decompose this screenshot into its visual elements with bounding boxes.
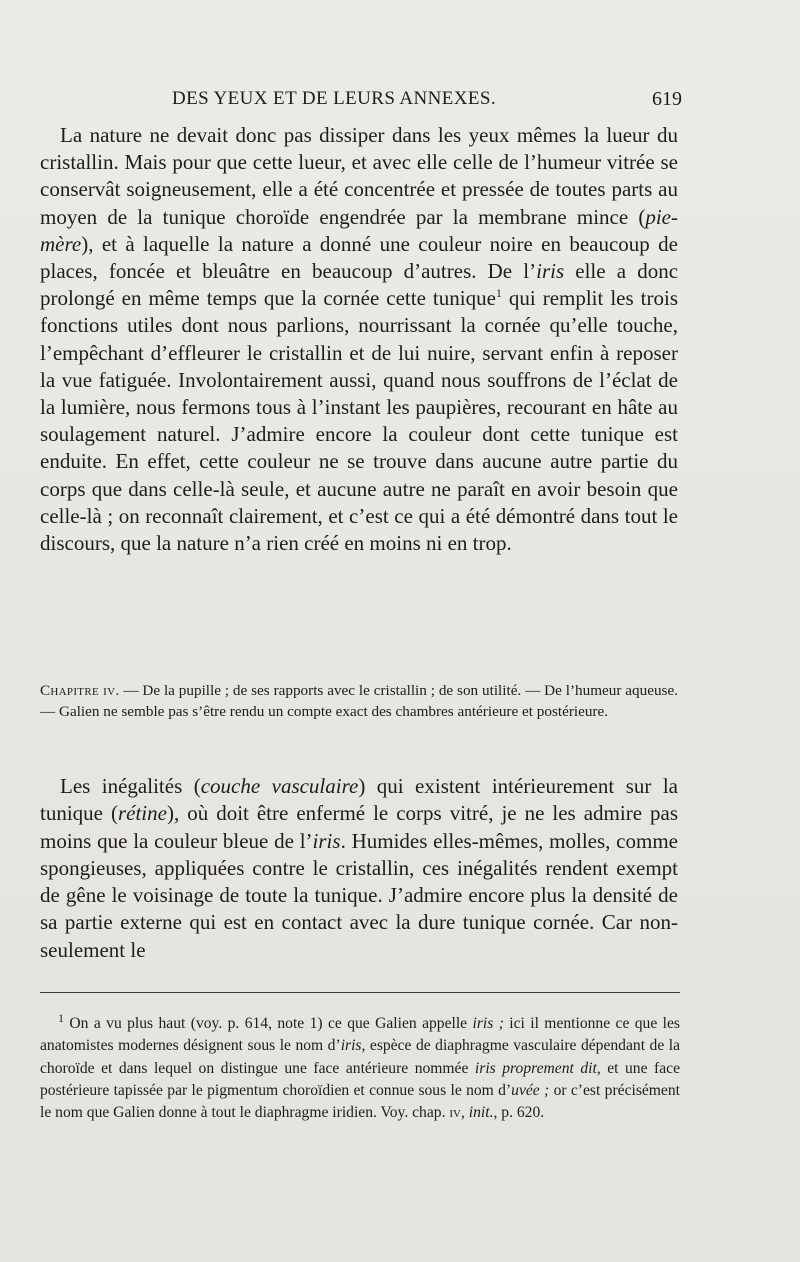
text-run: , et une face postérieure tapissée par le pigmentum choroïdien et connue sous le nom d’: [40, 1059, 680, 1099]
footnote-reference: 1: [495, 286, 502, 301]
chapter-heading: [40, 680, 678, 722]
text-run: elle a donc prolongé en même temps que la cornée cette tunique: [40, 259, 679, 311]
chapter-summary: — De la pupille ; de ses rapports avec le cristallin ; de son utilité. — De l’humeur aqueuse. — Galien ne semble pas s’être rendu un compte exact des chambres antérieure et postérieure.: [40, 682, 679, 720]
chapter-ref: iv: [449, 1104, 461, 1122]
italic-term: rétine: [117, 801, 167, 826]
text-run: ,: [460, 1104, 469, 1122]
paragraph: [40, 773, 678, 964]
footnote: [40, 1010, 680, 1124]
text-run: , espèce de diaphragme vasculaire dépendant de la choroïde et dans lequel on distingue une face antérieure nommée: [40, 1037, 680, 1077]
text-run: ici il mentionne ce que les anatomistes modernes désignent sous le nom d’: [40, 1015, 680, 1055]
paragraph: [40, 122, 678, 557]
chapter-label: Chapitre iv.: [40, 682, 120, 699]
italic-term: iris: [536, 259, 565, 284]
text-run: ), et à laquelle la nature a donné une couleur noire en beaucoup de places, foncée et bleuâtre en beaucoup d’autres. De l’: [40, 231, 678, 284]
footnote-divider: [40, 992, 680, 993]
running-head: DES YEUX ET DE LEURS ANNEXES.: [172, 88, 497, 109]
page-header: [40, 88, 682, 114]
section-text: [40, 773, 678, 964]
italic-term: couche vasculaire: [200, 774, 359, 798]
page-number: 619: [652, 88, 682, 110]
italic-term: pie-mère: [40, 204, 678, 256]
italic-term: uvée ;: [511, 1081, 550, 1099]
footnote-marker: 1: [58, 1010, 64, 1025]
italic-term: iris proprement dit: [474, 1059, 597, 1077]
text-run: , p. 620.: [493, 1104, 545, 1122]
text-run: Les inégalités (: [60, 774, 201, 798]
text-run: qui remplit les trois fonctions utiles dont nous parlions, nourrissant la cornée qu’elle touche, l’empêchant d’effleurer le cristallin et de lui nuire, servant enfin à reposer la vue fatiguée. Involontairement aussi, quand nous souffrons de l’éclat de la lumière, nous fermons tous à l’instant les paupières, recourant en hâte au soulagement naturel. J’admire encore la couleur dont cette tunique est enduite. En effet, cette couleur ne se trouve dans aucune autre partie du corps que dans celle-là seule, et aucune autre ne paraît en avoir besoin que celle-là ; on reconnaît clairement, et c’est ce qui a été démontré dans tout le discours, que la nature n’a rien créé en moins ni en trop.: [40, 286, 678, 556]
footnote-paragraph: [40, 1010, 680, 1124]
italic-term: iris: [312, 828, 341, 853]
main-text: [40, 122, 678, 557]
text-run: La nature ne devait donc pas dissiper dans les yeux mêmes la lueur du cristallin. Mais pour que cette lueur, et avec elle celle de l’humeur vitrée se conservât soigneusement, elle a été concentrée et pressée de toutes parts au moyen de la tunique choroïde engendrée par la membrane mince (: [40, 123, 678, 229]
italic-term: iris ;: [472, 1015, 504, 1032]
italic-term: iris: [340, 1037, 362, 1055]
text-run: ) qui existent intérieurement sur la tunique (: [40, 774, 678, 826]
text-run: On a vu plus haut (voy. p. 614, note 1) ce que Galien appelle: [64, 1015, 473, 1032]
text-run: or c’est précisément le nom que Galien donne à tout le diaphragme iridien. Voy. chap.: [40, 1081, 680, 1122]
text-run: ), où doit être enfermé le corps vitré, je ne les admire pas moins que la couleur bleue de l’: [40, 801, 679, 853]
text-run: . Humides elles-mêmes, molles, comme spongieuses, appliquées contre le cristallin, ces inégalités rendent exempt de gêne le voisinage de toute la tunique. J’admire encore plus la densité de sa partie externe qui est en contact avec la dure tunique cornée. Car non-seulement le: [40, 828, 678, 962]
italic-term: init.: [468, 1104, 494, 1122]
